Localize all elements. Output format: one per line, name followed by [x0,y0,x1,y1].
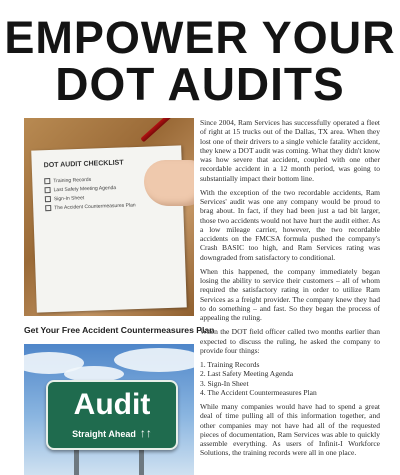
article-paragraph: Since 2004, Ram Services has successfully operated a fleet of right at 15 trucks out of the Dallas, TX area. When they lost one of their drivers to a single vehicle fatality accident, they knew a DOT audit was coming. What they didn't know was how severe that accident, coupled with one other recordable accident in a 12 month period, was going to substantially impact their bottom line. [200,118,380,183]
cloud-graphic [114,348,194,372]
sign-sub-text: Straight Ahead ↑↑ [72,426,152,440]
checkbox-icon [45,196,51,202]
requirements-list [200,360,380,397]
checklist-item: Last Safety Meeting Agenda [45,185,117,194]
sign-main-text: Audit [73,388,151,421]
audit-sign-photo [24,344,194,475]
list-item: 3. Sign-In Sheet [200,378,249,388]
checklist-title: DOT AUDIT CHECKLIST [43,159,124,170]
checklist-photo [24,118,194,316]
article-paragraph: While many companies would have had to spend a great deal of time pulling all of this information together, and other companies may not have had all of the requested pieces of documentation, Ram Services was able to quickly assemble everything. As users of Infinit-I Workforce Solutions, the training records were all in one place. [200,402,380,458]
headline-line-2: DOT AUDITS [55,58,345,110]
checkbox-icon [45,187,51,193]
list-item: 2. Last Safety Meeting Agenda [200,369,294,379]
hand-graphic [144,160,194,206]
checklist-item: Training Records [44,177,91,185]
article-paragraph: When this happened, the company immediately began losing the ability to service their customers – all of whom required the satisfactory rating in order to utilize Ram Services as a freight provider. The company knew they had to do something – and fast. So they began the process of appealing the ruling. [200,266,380,322]
up-arrows-icon: ↑↑ [139,426,152,440]
list-item: 4. The Accident Countermeasures Plan [200,387,317,397]
article-body [200,118,380,463]
audit-sign [46,380,178,450]
pen-icon [140,118,194,142]
article-paragraph: When the DOT field officer called two months earlier than expected to discuss the ruling, he asked the company to provide four things: [200,327,380,355]
checklist-item: The Accident Countermeasures Plan [45,202,136,211]
article-paragraph: With the exception of the two recordable accidents, Ram Services' audit was one any company would be proud to brag about. In fact, if they had been just a tad bit larger, those two accidents would not have hurt the audit either. As a low mileage carrier, however, the two recordable accidents on the FMCSA formula pushed the company's Crash BASIC too high, and Ram Services rating was downgraded from satisfactory to conditional. [200,187,380,262]
checklist-caption-link[interactable]: Get Your Free Accident Countermeasures Plan [24,325,215,335]
headline-line-1: EMPOWER YOUR [4,12,396,63]
list-item: 1. Training Records [200,360,260,369]
checkbox-icon [44,178,50,184]
checklist-item: Sign-In Sheet [45,195,85,203]
checkbox-icon [45,205,51,211]
